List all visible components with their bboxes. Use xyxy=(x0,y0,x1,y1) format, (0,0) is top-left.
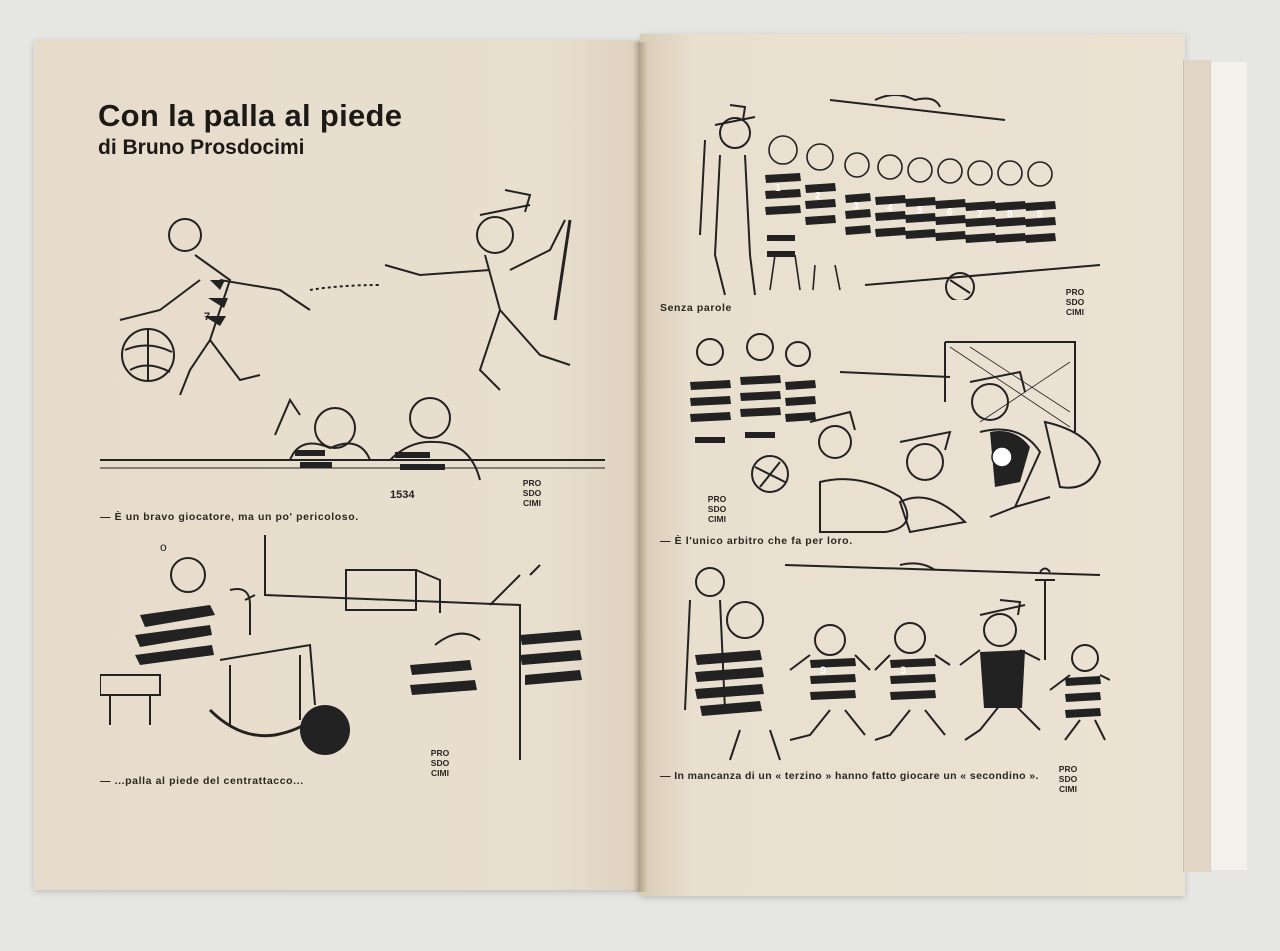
cartoon-guard-referee xyxy=(680,322,1115,534)
page-edges xyxy=(1183,60,1212,872)
jersey-number-5: 5 xyxy=(917,205,923,216)
back-cover-edge xyxy=(1210,62,1247,870)
cartoon-caption: — È l'unico arbitro che fa per loro. xyxy=(660,535,853,547)
cartoon-caption: Senza parole xyxy=(660,302,732,314)
jersey-number-3: 3 xyxy=(900,665,907,677)
jersey-number-9: 9 xyxy=(1037,209,1043,220)
cartoon-drawing xyxy=(100,180,605,510)
article-title: Con la palla al piede xyxy=(98,98,403,133)
jersey-number-1534: 1534 xyxy=(390,489,415,501)
jersey-number-4: 4 xyxy=(887,203,893,214)
cartoon-radio-commentator xyxy=(100,535,600,775)
jersey-number-3: 3 xyxy=(853,201,859,212)
cartoon-drawing xyxy=(680,322,1115,534)
article-author: di Bruno Prosdocimi xyxy=(98,136,305,159)
jersey-number-2: 2 xyxy=(815,191,821,202)
cartoon-caption: — ...palla al piede del centrattacco... xyxy=(100,775,304,787)
jersey-number-1: 1 xyxy=(775,183,781,194)
jersey-number-7: 7 xyxy=(204,311,211,323)
jersey-number-6: 6 xyxy=(947,207,953,218)
cartoon-drawing xyxy=(100,535,600,775)
artist-signature: PRO SDO CIMI xyxy=(430,748,450,778)
striped-jersey xyxy=(765,173,801,257)
jersey-number-9: 9 xyxy=(820,665,827,677)
cartoon-caption: — In mancanza di un « terzino » hanno fatto giocare un « secondino ». xyxy=(660,770,1039,782)
cartoon-team-lineup xyxy=(695,95,1110,300)
artist-signature: PRO SDO CIMI xyxy=(1058,764,1078,794)
book-spine-fold xyxy=(632,42,648,892)
cartoon-drawing xyxy=(680,560,1110,765)
jersey-number-8: 8 xyxy=(1007,209,1013,220)
cartoon-ball-and-chain xyxy=(100,180,605,510)
jersey-number-7: 7 xyxy=(977,209,983,220)
artist-signature: PRO SDO CIMI xyxy=(522,478,542,508)
cartoon-drawing xyxy=(695,95,1110,300)
artist-signature: PRO SDO CIMI xyxy=(1065,287,1085,317)
cartoon-caption: — È un bravo giocatore, ma un po' pericoloso. xyxy=(100,511,359,523)
svg-text:o: o xyxy=(160,540,167,554)
artist-signature: PRO SDO CIMI xyxy=(707,494,727,524)
cartoon-running-players xyxy=(680,560,1110,765)
